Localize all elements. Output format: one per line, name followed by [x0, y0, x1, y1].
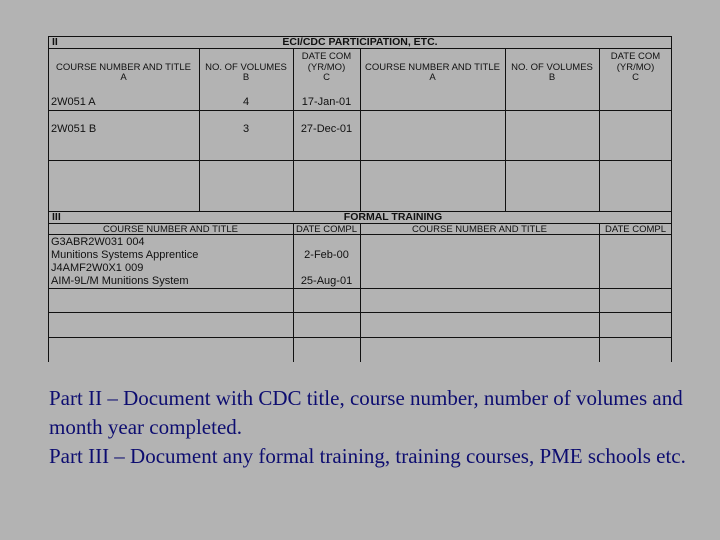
col-course-header: COURSE NUMBER AND TITLE	[103, 224, 238, 235]
col-date-letter: C	[632, 72, 639, 83]
cdc-course-cell: 2W051 B	[51, 123, 97, 135]
col-date-subheader: (YR/MO)	[307, 62, 346, 73]
form-border-right	[671, 36, 672, 362]
form-border-left	[48, 36, 49, 362]
slide-caption	[49, 384, 689, 471]
row-rule	[48, 337, 672, 338]
col-date-header: DATE COMPL	[295, 224, 358, 235]
col-volumes-letter: B	[242, 72, 250, 83]
col-date-header: DATE COMPL	[604, 224, 667, 235]
training-date-cell: 2-Feb-00	[304, 249, 349, 261]
col-volumes-letter: B	[548, 72, 556, 83]
training-course-title: Munitions Systems Apprentice	[51, 249, 199, 261]
row-rule	[48, 312, 672, 313]
divider	[599, 223, 600, 362]
col-volumes-header: NO. OF VOLUMES	[511, 62, 593, 73]
col-course-header: COURSE NUMBER AND TITLE	[412, 224, 547, 235]
col-date-subheader: (YR/MO)	[616, 62, 655, 73]
training-date-cell: 25-Aug-01	[300, 275, 353, 287]
cdc-date-cell: 17-Jan-01	[301, 96, 352, 108]
divider	[293, 223, 294, 362]
cdc-volumes-cell: 3	[242, 123, 250, 135]
col-course-header: COURSE NUMBER AND TITLE	[56, 62, 191, 73]
cdc-volumes-cell: 4	[242, 96, 250, 108]
training-course-number: J4AMF2W0X1 009	[51, 262, 144, 274]
col-date-header: DATE COM	[301, 51, 352, 62]
section3-title: FORMAL TRAINING	[343, 211, 443, 223]
caption-part2: Part II – Document with CDC title, course number, number of volumes and month year completed.	[49, 386, 683, 439]
training-record-form	[48, 36, 672, 362]
col-course-header: COURSE NUMBER AND TITLE	[365, 62, 500, 73]
col-course-letter: A	[429, 72, 436, 83]
divider	[360, 223, 361, 362]
col-date-header: DATE COM	[610, 51, 661, 62]
col-volumes-header: NO. OF VOLUMES	[205, 62, 287, 73]
section2-numeral: II	[52, 36, 58, 48]
row-rule	[48, 288, 672, 289]
section2-title: ECI/CDC PARTICIPATION, ETC.	[282, 36, 438, 48]
row-rule	[48, 110, 672, 111]
cdc-course-cell: 2W051 A	[51, 96, 96, 108]
caption-part3: Part III – Document any formal training, training courses, PME schools etc.	[49, 444, 686, 468]
col-course-letter: A	[120, 72, 127, 83]
cdc-date-cell: 27-Dec-01	[300, 123, 353, 135]
training-course-title: AIM-9L/M Munitions System	[51, 275, 189, 287]
row-rule	[48, 160, 672, 161]
col-date-letter: C	[323, 72, 330, 83]
training-course-number: G3ABR2W031 004	[51, 236, 145, 248]
section3-numeral: III	[52, 211, 61, 223]
